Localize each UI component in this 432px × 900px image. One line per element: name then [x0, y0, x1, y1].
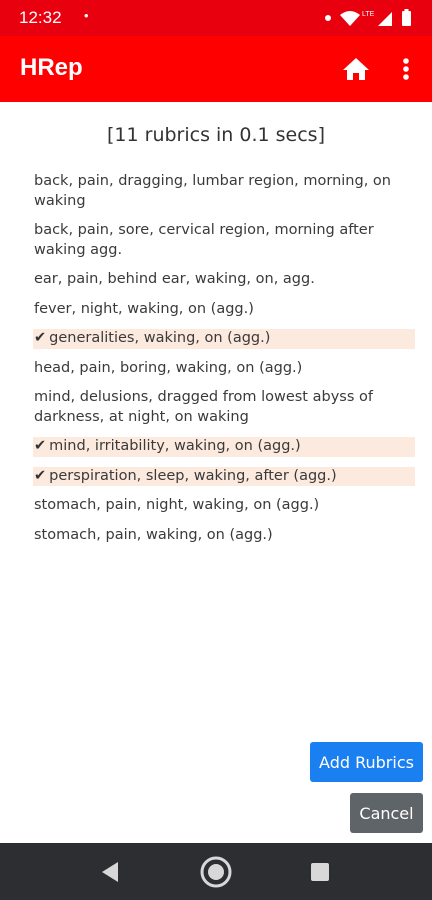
status-icons: [322, 8, 418, 28]
check-icon: ✔: [34, 467, 47, 484]
rubric-text: perspiration, sleep, waking, after (agg.): [49, 467, 337, 484]
app-bar: [0, 36, 432, 102]
rubric-item[interactable]: [33, 496, 415, 516]
rubric-text: ear, pain, behind ear, waking, on, agg.: [34, 271, 315, 287]
rubric-text: mind, irritability, waking, on (agg.): [49, 438, 301, 454]
rubric-text: stomach, pain, night, waking, on (agg.): [34, 497, 320, 513]
rubric-text: generalities, waking, on (agg.): [49, 330, 271, 346]
wifi-icon: [340, 11, 360, 26]
battery-icon: [402, 11, 411, 26]
vibrate-icon: [325, 15, 331, 21]
rubric-item[interactable]: [33, 329, 415, 349]
rubric-list: [33, 172, 417, 555]
rubric-text: head, pain, boring, waking, on (agg.): [34, 359, 303, 376]
navigation-bar: [0, 843, 432, 900]
rubric-item[interactable]: [33, 270, 415, 290]
rubric-text: fever, night, waking, on (agg.): [34, 300, 254, 317]
network-label: LTE: [362, 11, 375, 18]
check-icon: ✔: [34, 330, 47, 346]
rubric-item[interactable]: [33, 172, 415, 211]
back-icon[interactable]: [98, 859, 124, 885]
add-rubrics-button[interactable]: Add Rubrics: [310, 742, 423, 782]
rubric-text: stomach, pain, waking, on (agg.): [34, 526, 273, 543]
more-vert-icon[interactable]: [394, 53, 418, 85]
rubric-text: back, pain, sore, cervical region, morning after waking agg.: [34, 222, 374, 258]
app-title: HRep: [20, 54, 83, 81]
status-bar: [0, 0, 432, 36]
rubric-item[interactable]: [33, 300, 415, 320]
cancel-button[interactable]: Cancel: [350, 793, 423, 833]
rubric-item[interactable]: [33, 467, 415, 487]
results-summary: [11 rubrics in 0.1 secs]: [107, 124, 325, 146]
recent-apps-icon[interactable]: [308, 860, 332, 884]
rubric-text: mind, delusions, dragged from lowest abyss of darkness, at night, on waking: [34, 389, 373, 425]
home-icon[interactable]: [338, 53, 374, 85]
signal-icon: [378, 12, 392, 26]
rubric-text: back, pain, dragging, lumbar region, morning, on waking: [34, 173, 391, 209]
rubric-item[interactable]: [33, 359, 415, 379]
check-icon: ✔: [34, 438, 47, 454]
rubric-item[interactable]: [33, 388, 415, 427]
rubric-item[interactable]: [33, 437, 415, 457]
notification-dot: •: [84, 8, 89, 23]
home-nav-icon[interactable]: [199, 855, 233, 889]
status-time: 12:32: [19, 8, 62, 27]
rubric-item[interactable]: [33, 221, 415, 260]
rubric-item[interactable]: [33, 526, 415, 546]
